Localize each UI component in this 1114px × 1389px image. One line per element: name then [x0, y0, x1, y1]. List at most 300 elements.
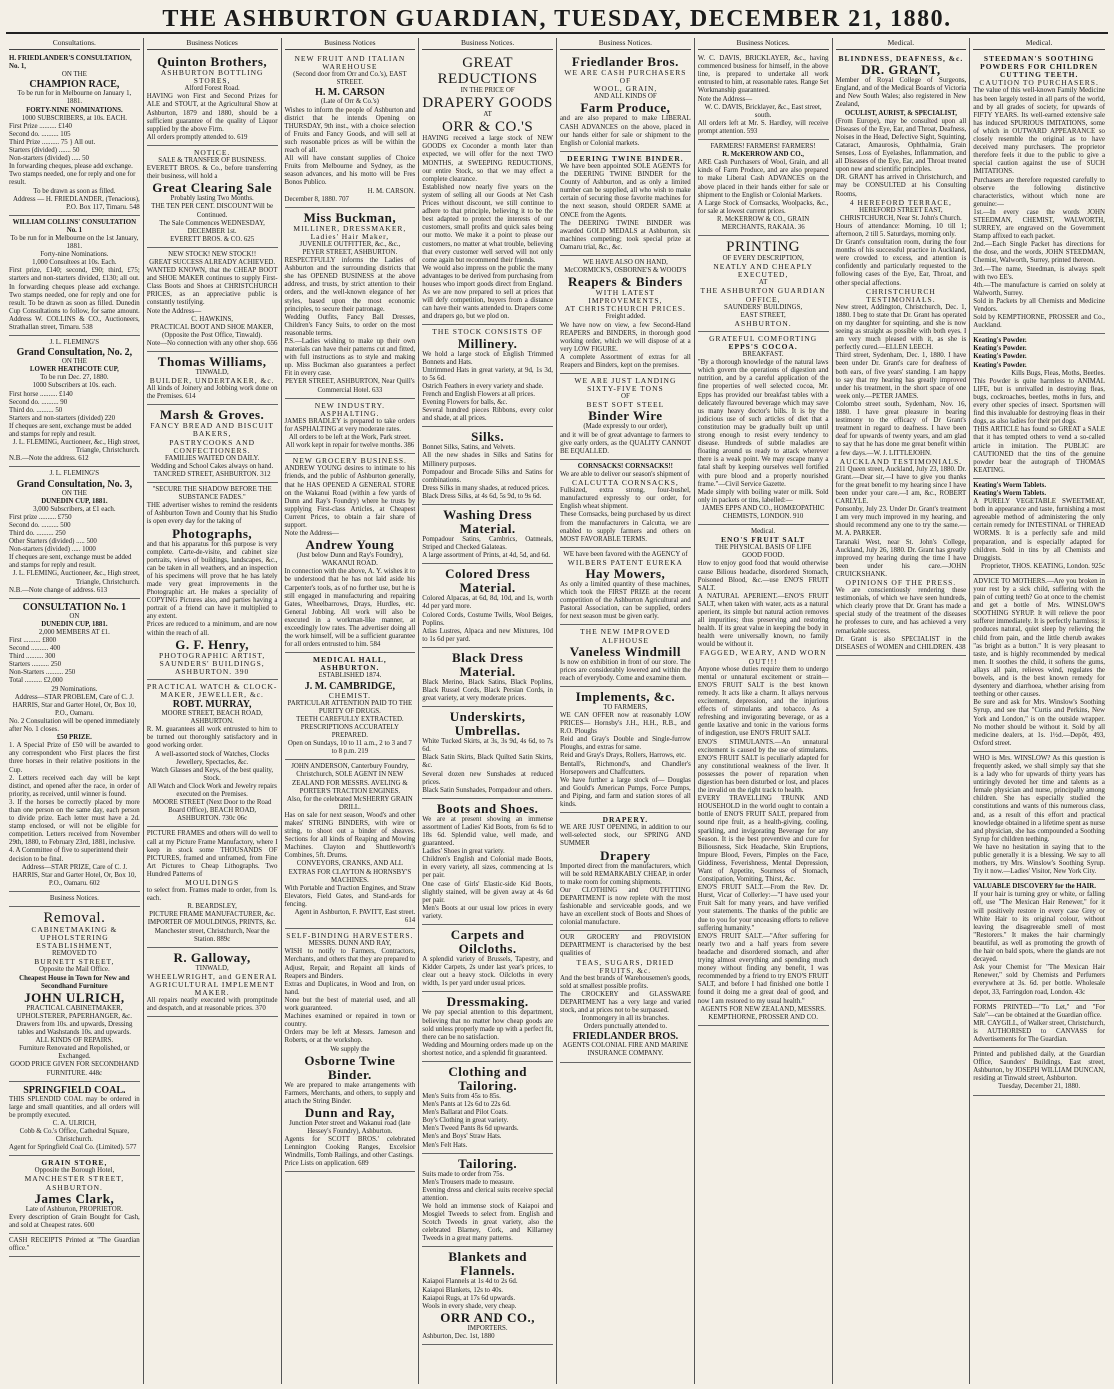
- ad-line: Dress Silks in many shades, at reduced prices.: [422, 484, 550, 492]
- ad-line: Black Dress Material.: [451, 649, 524, 679]
- ad-line: Carpets and Oilcloths.: [450, 927, 525, 957]
- ad-line: Reid and Gray's Drays, Rollers, Harrows, etc.: [560, 752, 687, 760]
- advertisement: [422, 325, 553, 427]
- ad-line: Has on sale for next season, Wood's and other makes' STRING BINDERS, with wire or string, to shoot out a binder of sheaves. Sections for all kinds of Reaping and Mowing Machines. Clayton and Shuttleworth's Combines, 5ft. Drums.: [284, 811, 416, 860]
- advertisement: [973, 52, 1105, 334]
- ad-line: Kaiapoi Flannels at 1s 4d to 2s 6d.: [422, 1278, 518, 1286]
- ad-line: Address—STAR PRIZE, Care of C. J. HARRIS, Star and Garter Hotel, Or, Box 10, P.O., Oamaru. 602: [12, 863, 137, 887]
- advertisement: [285, 929, 416, 1172]
- ad-line: Orders may be left at Messrs. Jameson and Roberts, or at the workshop.: [284, 1029, 416, 1045]
- ad-line: Colombo street south, Sydenham, Nov. 16, 1880. I have great pleasure in bearing testimony to the efficacy of Dr Grant's treatment in regard to deafness. I have been deaf for upwards of twenty years, and am glad to say that he has done me great benefit within a few days.—W. J. LITTLEJOHN.: [835, 400, 967, 457]
- ad-line: W. C. DAVIS, BRICKLAYER, &c., having commenced business for himself, in the above line, is prepared to undertake all work entrusted to him, at reasonable rates. Range Set Workmanship guaranteed.: [697, 55, 829, 95]
- ad-line: Underskirts, Umbrellas.: [449, 709, 526, 739]
- ad-line: Two stamps needed, one for reply and one for result.: [9, 171, 136, 187]
- ad-line: A well-assorted stock of Watches, Clocks Jewellery, Spectacles, &c.: [155, 750, 270, 766]
- ad-line: ROBT. MURRAY,: [172, 699, 252, 711]
- ad-line: One case of Girls' Elastic-side Kid Boots, slightly stained, will be given away at 4s 6d per pair.: [422, 880, 553, 904]
- ad-line: RESPECTFULLY informs the Ladies of Ashburton and the surrounding districts that she has OPENED BUSINESS at the above address, and trusts, by strict attention to their orders, and the well-known elegance of her styles, based upon the most economic principles, to secure their patronage.: [284, 257, 416, 313]
- ad-line: CASH RECEIPTS Printed at "The Guardian office.": [9, 1236, 140, 1252]
- ad-line: Opposite the Mail Office.: [39, 966, 110, 974]
- ad-line: Third street, Sydenham, Dec. 1, 1880. I have been under Dr. Grant's care for deafness of both ears, of five years' standing. I am happy to say that my hearing has greatly improved under his treatment, in the short space of one week only.—PETER JAMES.: [835, 352, 967, 400]
- ad-line: WE ARE CASH PURCHASERS OF: [564, 68, 687, 86]
- ad-line: JOHN ULRICH,: [24, 989, 125, 1005]
- ad-line: 211 Queen street, Auckland, July 23, 1880. Dr. Grant.—Dear sir,—I have to give you thanks for the great benefit to my hearing since I have been under your care.—I am, &c., ROBERT CARLYLE.: [835, 465, 967, 506]
- ad-line: All kinds of Joinery and Jobbing work done on the Premises. 614: [146, 385, 278, 401]
- newspaper-column: [557, 38, 695, 1384]
- ad-line: Men's Felt Hats.: [422, 1141, 468, 1149]
- ad-line: Kills Bugs, Fleas, Moths, Beetles.: [1011, 369, 1105, 377]
- ad-line: A complete Assortment of extras for all Reapers and Binders, kept on the premises.: [560, 353, 691, 369]
- ad-line: PICTURE FRAMES and others will do well to call at my Picture Frame Manufactory, where I keep in stock some THOUSANDS OF PICTURES, framed and unframed, from Fine Art Pictures to Cheap Lithographs. Two Hundred Patterns of: [146, 830, 278, 878]
- ad-line: and that his apparatus for this purpose is very complete. Carte-de-visite, and cabinet size portraits, views of buildings, landscapes, &c., can be taken in all weathers, and an inspection of his specimens will prove that he has lately made very great improvements in the Photographic art. He makes a speciality of COPYING Pictures also, and parties having a portrait of a friend can have it multiplied to any extent.: [146, 540, 278, 621]
- ad-line: JOHN ANDERSON, Canterbury Foundry, Christchurch, SOLE AGENT IN NEW ZEALAND FOR MESSRS. AVELING & PORTER'S TRACTION ENGINES.: [291, 763, 409, 795]
- ad-line: First Prize .......... £140: [9, 122, 72, 130]
- ad-line: Tuesday, December 21, 1880.: [998, 1083, 1081, 1091]
- newspaper-column: [970, 38, 1108, 1384]
- ad-line: Andrew Young: [305, 537, 395, 553]
- ad-line: CHAMPION RACE,: [29, 79, 120, 91]
- ad-line: Dr. Grant is also SPECIALIST in the DISEASES of WOMEN and CHILDREN. 438: [835, 635, 967, 651]
- ad-line: None but the best of material used, and all work guaranteed.: [284, 996, 416, 1013]
- advertisement: [836, 52, 967, 656]
- ad-line: MR. CAYGILL, of Walker street, Christchurch, is AUTHORISED to CANVASS for Advertisements for The Guardian.: [973, 1019, 1105, 1043]
- ad-line: WITH LATEST IMPROVEMENTS,: [588, 288, 663, 306]
- ad-line: Second do. .......... 105: [9, 130, 71, 138]
- ad-line: Second do. .......... 500: [9, 521, 71, 529]
- ad-line: Cheapest House in Town for New and Secondhand Furniture: [19, 974, 130, 990]
- newspaper-column: [282, 38, 420, 1384]
- ad-line: ESTABLISHED 1874.: [318, 672, 382, 680]
- ad-line: Made simply with boiling water or milk. Sold only in packets or tins, labelled:—: [697, 488, 829, 504]
- ad-line: Untrimmed Hats in great variety, at 9d, 1s 3d, to 5s 6d.: [422, 366, 553, 382]
- ad-line: All orders to be left at the Work, Park street.: [288, 434, 411, 442]
- ad-line: IMPORTERS.: [467, 1324, 508, 1332]
- advertisement: [698, 236, 829, 332]
- ad-line: DR. GRANT has arrived in Christchurch, and may be CONSULTED at his Consulting Rooms,: [835, 174, 967, 198]
- newspaper-column: [6, 38, 144, 1384]
- ad-line: Price Lists on application. 689: [284, 1160, 369, 1168]
- ad-line: Member of Royal College of Surgeons, England, and of the Medical Boards of Victoria and New South Wales; also registered in New Zealand,: [835, 77, 967, 109]
- advertisement: [973, 334, 1105, 479]
- ad-line: A NATURAL APERIENT.—ENO'S FRUIT SALT, when taken with water, acts as a natural aperient, its simple but natural action removes all impurities; thus preserving and restoring health. If its great value in keeping the body in health were universally known, no family would be without it.: [697, 592, 829, 649]
- ad-line: Is now on exhibition in front of our store. The prices are considerably lowered and within the reach of everybody. Come and examine them.: [560, 658, 691, 682]
- ad-line: 1000 SUBSCRIBERS, at 10s. EACH.: [21, 114, 127, 122]
- ad-line: Wools in every shade, very cheap.: [422, 1302, 517, 1310]
- advertisement: [422, 799, 553, 925]
- advertisement: [147, 52, 278, 146]
- ad-line: J. M. CAMBRIDGE,: [304, 680, 396, 692]
- ad-line: The Sale Commences WEDNESDAY, DECEMBER 1st.: [159, 219, 265, 235]
- ad-line: Business Notices.: [49, 894, 99, 902]
- ad-line: All work kept in repair for twelve months. 386: [285, 442, 415, 450]
- ad-line: C. HAWKINS,: [191, 315, 233, 323]
- ad-line: R. McKERROW AND CO.,: [722, 151, 805, 159]
- advertisement: [147, 483, 278, 680]
- ad-line: ENO'S FRUIT SALT.—From the Rev. Dr. Hurst, Vicar of Collerley:—"I have used your Fruit Salt for many years, and have verified your statements. The thanks of the public are due to you for your unceasing efforts to relieve suffering humanity.": [697, 884, 829, 932]
- ad-line: PRESCRIPTIONS ACCURATELY PREPARED.: [300, 723, 400, 740]
- ad-line: FRIEDLANDER BROS.: [572, 1031, 679, 1043]
- ad-line: Implements, &c.: [575, 688, 676, 704]
- ad-line: All orders left at Mr. S. Hardley, will receive prompt attention. 593: [697, 119, 829, 135]
- ad-line: JUVENILE OUTFITTER, &c., &c.,: [299, 240, 401, 248]
- ad-line: Total .......... £2,000: [9, 677, 63, 685]
- ad-line: A large assortment of Prints, at 4d, 5d, and 6d.: [422, 552, 551, 560]
- ad-line: PASTRYCOOKS AND CONFECTIONERS.: [169, 437, 256, 455]
- ad-line: J. L. FLEMING, Auctioneer, &c., High street, Triangle, Christchurch.: [12, 570, 140, 586]
- ad-line: ENO'S FRUIT SALT.—"After suffering for nearly two and a half years from severe headache and disordered stomach, and after trying almost everything and spending much money without finding any benefit, I was recommended by a friend to try ENO'S FRUIT SALT, and before I had finished one bottle I found it doing me a great deal of good, and now I am restored to my usual health.": [697, 932, 829, 1005]
- advertisement: [285, 653, 416, 760]
- ad-line: Probably lasting Two Months.: [170, 195, 254, 203]
- ad-line: SAUNDERS' BUILDINGS,: [724, 303, 803, 311]
- ad-line: Keating's Worm Tablets.: [973, 481, 1047, 489]
- ad-line: WE have been favored with the AGENCY of: [563, 550, 688, 558]
- advertisement: [285, 208, 416, 399]
- ad-line: Note the Address—: [146, 307, 202, 315]
- ad-line: PRINTING: [726, 239, 801, 256]
- ad-line: R. BEARDSLEY,: [187, 903, 237, 911]
- ad-line: Alford Forest Road.: [184, 85, 240, 93]
- ad-line: We have been appointed SOLE AGENTS for the DEERING TWINE BINDER for the County of Ashburton, and as only a limited number can be supplied, all who wish to make certain of securing those favorite machines for the next season, should ORDER SAME at ONCE from the Agents.: [560, 162, 691, 219]
- ad-line: Quinton Brothers,: [157, 54, 268, 70]
- advertisement: [973, 479, 1105, 575]
- ad-line: NEW GROCERY BUSINESS.: [292, 456, 407, 466]
- ad-line: TINWALD,: [195, 369, 229, 376]
- advertisement: [973, 752, 1105, 880]
- ad-line: We would also impress on the public the many advantages to be derived from purchasing from houses who import goods direct from England. As we are now prepared to sell at prices that will defy competition, buyers from a distance can have their wants attended to. Drapers come and drapers go, but we plod on.: [422, 264, 553, 321]
- ad-line: Address — H. FRIEDLANDER, (Tenacious), P.O. Box 117, Timaru. 548: [12, 195, 140, 211]
- advertisement: [147, 948, 278, 1018]
- ad-line: OCULIST, AURIST, & SPECIALIST,: [844, 109, 957, 117]
- advertisement: [9, 1082, 140, 1157]
- ad-line: Keating's Worm Tablets.: [973, 489, 1047, 497]
- ad-line: PRACTICAL BOOT AND SHOE MAKER, (Opposite the Post Office, Tinwald).: [150, 323, 274, 339]
- ad-line: BLINDNESS, DEAFNESS, &c.: [838, 54, 964, 64]
- ad-line: Wedding Outfits, Fancy Ball Dresses, Children's Fancy Suits, to order on the most reasonable terms.: [284, 313, 416, 337]
- ad-line: Late of Ashburton, PROPRIETOR.: [25, 1205, 124, 1213]
- advertisement: [560, 52, 691, 152]
- ad-line: EVERY TRAVELLING TRUNK AND HOUSEHOLD in the world ought to contain a bottle of ENO'S FRUIT SALT, prepared from sound ripe fruit, as a health-giving, cooling, sparkling, and invigorating Beverage for any Season. It is the best preventive and cure for Biliousness, Sick Headache, Skin Eruptions, Impure Blood, Fevers, Pimples on the Face, Giddiness, Feverishness, Mental Depression, Want of Appetite, Sourness of Stomach, Constipation, Vomiting, Thirst, &c.: [697, 795, 829, 884]
- ad-line: (Late of Orr & Co.'s): [320, 98, 379, 106]
- ad-line: 3. If the horses be correctly placed by more than one person on the same day, each person to divide prize. Each letter must have a 2d. stamp enclosed, or will not be eligible for competition. Letters received from November 29th, 1880, to February 23rd, 1881, inclusive.: [9, 798, 140, 847]
- ad-line: WE ARE JUST LANDING SIXTY-FIVE TONS: [574, 376, 677, 394]
- advertisement: [560, 374, 691, 460]
- ad-line: NOTICE.: [193, 147, 231, 157]
- column-header: Medical.: [973, 38, 1105, 50]
- ad-line: Second do. .......... 90: [9, 398, 68, 406]
- ad-line: First horse .......... £140: [9, 390, 73, 398]
- ad-line: Junction Peter street and Wakanui road (late Hessey's Foundry), Ashburton.: [289, 1119, 411, 1135]
- ad-line: AT: [483, 111, 492, 119]
- ad-line: Reapers & Binders: [568, 274, 683, 290]
- ad-line: Freight added.: [605, 313, 646, 321]
- ad-line: WHO is Mrs. WINSLOW? As this question is frequently asked, we shall simply say that she is a lady who for upwards of thirty years has untiringly devoted her time and talents as a female physician and nurse, principally among children. She has especially studied the constitutions and wants of this numerous class, and, as a result of this effort and practical knowledge obtained in a lifetime spent as nurse and physician, she has compounded a Soothing Syrup for children teething.: [973, 754, 1105, 843]
- advertisement: [698, 332, 829, 525]
- ad-line: (From Europe), may be consulted upon all Diseases of the Eye, Ear, and Throat, Deafness, Noises in the Head, Defective Sight, Squinting, Cataract, Amaurosis, Ophthalmia, Grain Senses, Loss of Eyelashes, Inflammation, and all Diseases of the Eye, Ear, and Throat treated upon new and scientific principles.: [835, 117, 967, 174]
- ad-line: THE STOCK CONSISTS OF: [432, 327, 543, 337]
- ad-line: IMPORTER OF MOULDINGS, PRINTS, &c. Manchester street, Christchurch, Near the Station. 889c: [147, 919, 277, 943]
- advertisement: [9, 907, 140, 1082]
- ad-line: PHOTOGRAPHIC ARTIST, SAUNDERS' BUILDINGS, ASHBURTON. 390: [158, 650, 266, 676]
- ad-line: FORTY-NINE NOMINATIONS.: [26, 106, 123, 114]
- ad-line: Third .......... 300: [9, 653, 56, 661]
- advertisement: [560, 931, 691, 1062]
- ad-line: THIS SPLENDID COAL may be ordered in large and small quantities, and all orders will be promptly executed.: [9, 1095, 140, 1119]
- ad-line: Binder Wire: [588, 408, 663, 424]
- ad-line: 1. A Special Prize of £50 will be awarded to any correspondent who First places the first three horses in their relative positions in the Cup.: [9, 742, 140, 774]
- ad-line: Kaiapoi Rugs, at 17s 6d upwards.: [422, 1294, 516, 1302]
- ad-line: R. Galloway,: [173, 949, 251, 965]
- ad-line: AT: [758, 279, 768, 287]
- ad-line: Removal.: [43, 910, 106, 926]
- masthead-rule: [6, 32, 1108, 34]
- ad-line: A Large Stock of Cornsacks, Woolpacks, &c., for sale at lowest current prices.: [697, 199, 829, 215]
- ad-line: Evening dress and clerical suits receive special attention.: [422, 1186, 553, 1202]
- ad-line: BUILDER, UNDERTAKER, &c.: [149, 376, 275, 386]
- ad-line: Non-starters (divided) ..... 50: [9, 155, 89, 163]
- ad-line: ORR AND CO.,: [440, 1309, 536, 1325]
- ad-line: Hours of attendance: Morning, 10 till 1; afternoon, 2 till 5. Saturdays, morning only.: [835, 222, 967, 238]
- ad-line: THIS ARTICLE has found so GREAT a SALE that it has tempted others to vend a so-called article in imitation. The PUBLIC are CAUTIONED that the tins of the genuine powder bear the autograph of THOMAS KEATING.: [973, 426, 1105, 474]
- ad-line: Dunn and Ray,: [304, 1104, 395, 1120]
- ad-line: Black Satin Sunshades, Pompadour and others.: [422, 786, 553, 794]
- ad-line: New street, Addington, Christchurch, Dec. 1, 1880. I beg to state that Dr. Grant has operated on my daughter for squinting, and she is now seeing as straight as possible with both eyes. I am very much pleased with it, as she is perfectly cured.—ELLEN LEECH.: [835, 303, 967, 352]
- ad-line: ASHBURTON.: [734, 318, 792, 328]
- ad-line: PRACTICAL CABINETMAKER, UPHOLSTERER, PAPERHANGER, &c.: [16, 1004, 132, 1020]
- ad-line: AGENTS COLONIAL FIRE AND MARINE INSURANCE COMPANY.: [562, 1042, 689, 1058]
- ad-line: Colored Dress Material.: [445, 566, 531, 596]
- ad-line: To be drawn as soon as filled.: [33, 187, 116, 195]
- ad-line: CORNSACKS! CORNSACKS!!: [577, 462, 673, 470]
- ad-line: Colored Alpacas, at 6d, 8d, 10d, and 1s, worth 4d per yard more.: [422, 595, 553, 611]
- ad-line: GREAT REDUCTIONS: [437, 55, 538, 88]
- ad-line: JAMES BRADLEY is prepared to take orders for ASPHALTING at very moderate rates.: [284, 417, 416, 433]
- ad-line: Atlas Lustres, Alpaca and new Mixtures, 10d to 1s 6d per yard.: [422, 627, 553, 643]
- ad-line: MESSRS. DUNN AND RAY,: [308, 940, 392, 948]
- ad-line: Hay Mowers,: [585, 565, 666, 581]
- ad-line: W. C. DAVIS, Bricklayer, &c., East street, south.: [704, 103, 822, 119]
- ad-line: Blankets and Flannels.: [448, 1249, 527, 1279]
- ad-line: As only a limited quantity of these machines, which took the FIRST PRIZE at the recent competition of the Ashburton Agricultural and Pastoral Association, can be supplied, orders for next season must be given early.: [560, 580, 691, 621]
- ad-line: If cheques are sent, exchange must be added and stamps for reply and result.: [9, 554, 132, 570]
- ad-line: Children's English and Colonial made Boots, in every variety, all sizes, commencing at 1s per pair.: [422, 856, 553, 880]
- advertisement: [147, 827, 278, 947]
- ad-line: £50 PRIZE.: [56, 734, 92, 742]
- ad-line: We pay special attention to this department, believing that no matter how cheap goods are sold unless properly made up with a perfect fit, there can be no satisfaction.: [422, 1009, 553, 1041]
- ad-line: MILLINER, DRESSMAKER, Ladies' Hair Maker,: [293, 223, 407, 241]
- advertisement: [973, 1048, 1105, 1095]
- ad-line: We have now on view, a few Second-Hand REAPERS and BINDERS, in thorough good working order, which we will dispose of at a very LOW FIGURE.: [560, 321, 691, 353]
- ad-line: FAGGED, WEARY, AND WORN OUT!!!: [699, 648, 827, 666]
- ad-line: Sold in Packets by all Chemists and Medicine Vendors.: [973, 297, 1105, 313]
- ad-line: Kaiapoi Blankets, 12s to 40s.: [422, 1286, 504, 1294]
- ad-line: We hold an immense stock of Kaiapoi and Mosgiel Tweeds to select from. English and Scotch Tweeds in great variety, also the celebrated Blarney, Cork, and Killarney Tweeds in a great many patterns.: [422, 1203, 553, 1243]
- ad-line: VALUABLE DISCOVERY for the HAIR.: [973, 883, 1096, 891]
- ad-line: THE PHYSICAL BASIS OF LIFE: [714, 544, 812, 552]
- ad-line: Thomas Williams,: [157, 354, 267, 369]
- ad-line: Ask your Chemist for "The Mexican Hair Renewer," sold by Chemists and Perfumers everywhere at 3s. 6d. per bottle. Wholesale depot, 33, Farringdon road, London. 43c: [973, 964, 1105, 996]
- ad-line: AUCKLAND TESTIMONIALS.: [839, 456, 963, 466]
- advertisement: [560, 256, 691, 374]
- ad-line: Cobb & Co.'s Office, Cathedral Square, Christchurch.: [19, 1127, 130, 1144]
- ad-line: This Powder is quite harmless to ANIMAL LIFE, but is unrivalled in destroying fleas, bugs, cockroaches, beetles, moths in furs, and every other species of insect. Sportsmen will find this invaluable for destroying fleas in their dogs, as also ladies for their pet dogs.: [973, 377, 1105, 426]
- advertisement: [422, 992, 553, 1062]
- ad-line: Dr Grant's consultation room, during the four months of his successful practice in Auckland, were crowded to excess, and attention is confidently and particularly requested to the following cases of the Eye, Ear, Throat, and other special affections.: [835, 239, 967, 287]
- advertisement: [9, 599, 140, 892]
- ad-line: Black Dress Silks, at 4s 6d, 5s 9d, to 9s 6d.: [422, 492, 542, 500]
- ad-line: SELF-BINDING HARVESTERS.: [286, 931, 414, 941]
- ad-line: WE CAN OFFER now at reasonably LOW PRICES— Hornsby's J.H., H.H., R.B., and R.O. Ploughs: [560, 712, 691, 736]
- ad-line: GREAT SUCCESS ALREADY ACHIEVED.: [149, 258, 276, 266]
- ad-line: THE ASHBURTON GUARDIAN OFFICE,: [700, 286, 826, 304]
- ad-line: We hold a large stock of English Trimmed Bonnets and Hats.: [422, 350, 553, 366]
- ad-line: First prize, £140; second, £90; third, £75; starters and non-starters divided, £130; all out. In forwarding cheques please add exchange. Two stamps needed, one for reply and one for result. To be drawn as soon as filled. Dunedin Cup Consultations to follow, for same amount. Address W. COLLINS & CO., Auctioneers, Strathallan street, Timaru. 538: [9, 267, 140, 331]
- ad-line: OUR GROCERY and PROVISION DEPARTMENT is characterised by the best qualities of: [560, 934, 691, 958]
- ad-line: 4. A Committee of five to superintend their decision to be final.: [9, 847, 128, 863]
- ad-line: OPINIONS OF THE PRESS.: [845, 578, 957, 587]
- ad-line: Address—STAR PROBLEM, Care of C. J. HARRIS, Star and Garter Hotel, Or, Box 10, P.O., Oamaru.: [12, 693, 137, 717]
- ad-line: to select from. Frames made to order, from 1s. each.: [146, 887, 278, 903]
- ad-line: Wedding and School Cakes always on hand.: [151, 462, 274, 470]
- advertisement: [560, 152, 691, 256]
- ad-line: ENO'S FRUIT SALT: [720, 535, 806, 545]
- ad-line: H. FRIEDLANDER'S CONSULTATION, No. 1,: [9, 55, 132, 71]
- ad-line: Open on Sundays, 10 to 11 a.m., 2 to 3 and 7 to 8 p.m. 219: [287, 740, 412, 756]
- ad-line: Keating's Powder.: [973, 361, 1027, 369]
- ad-line: STEEDMAN'S SOOTHING POWDERS FOR CHILDREN CUTTING TEETH.: [980, 54, 1099, 80]
- ad-line: (Made expressly to our order),: [583, 423, 668, 431]
- ad-line: PRACTICAL WATCH & CLOCK-MAKER, JEWELLER, &c.: [146, 681, 278, 699]
- ad-line: The value of this well-known Family Medicine has been largely tested in all parts of the world, and by all grades of society, for upwards of FIFTY YEARS. Its well-earned extensive sale has induced SPURIOUS IMITATIONS, some of which in OUTWARD APPEARANCE so closely resemble the original as to have deceived many purchasers. The proprietor therefore feels it due to the public to give a special caution against the use of SUCH IMITATIONS.: [973, 87, 1105, 176]
- ad-line: Non-Starters .......... 250: [9, 669, 76, 677]
- ad-line: J. L. FLEMING'S: [49, 470, 100, 478]
- advertisement: [422, 707, 553, 799]
- ad-line: ANDREW YOUNG desires to intimate to his friends, and the public of Ashburton generally, that he HAS OPENED A GENERAL STORE on the Wakanui Road (within a few yards of Dunn and Ray's Foundry) where he trusts by supplying First-class Articles, at Cheapest Current Prices, to obtain a fair share of support.: [284, 465, 416, 529]
- ad-line: Imported direct from the manufacturers, which will be sold REMARKABLY CHEAP, in order to make room for coming shipments.: [560, 862, 691, 886]
- ad-line: Ironmongery in all its branches.: [581, 1015, 670, 1023]
- ad-line: BURNETT STREET,: [34, 957, 115, 967]
- advertisement: [147, 146, 278, 248]
- advertisement: [422, 648, 553, 707]
- advertisement: [560, 813, 691, 931]
- ad-line: Medical.: [750, 528, 776, 536]
- newspaper-column: [144, 38, 282, 1384]
- ad-line: WISH to notify to Farmers, Contractors, Merchants, and others that they are prepared to Adjust, Repair, and Repaint all kinds of Reapers and Binders.: [284, 948, 416, 980]
- ad-line: 2nd.—Each Single Packet has directions for the dose, and the words, JOHN STEEDMAN, Chemist, Walworth, Surrey, printed thereon.: [973, 241, 1105, 265]
- ad-line: Men's Tweed Pants 8s 6d upwards.: [422, 1125, 519, 1133]
- ad-line: ALL KINDS OF REPAIRS.: [35, 1037, 114, 1045]
- ad-line: Agent for Springfield Coal Co. (Limited). 577: [9, 1144, 137, 1152]
- ad-line: TANCRED STREET, ASHBURTON. 312: [153, 470, 271, 478]
- advertisement: [9, 1234, 140, 1257]
- masthead: [0, 0, 1114, 36]
- ad-line: Note—No connection with any other shop. 656: [146, 339, 278, 347]
- ad-line: WILLIAM COLLINS' CONSULTATION No. 1: [12, 218, 137, 234]
- ad-line: THE advertiser wishes to remind the residents of Ashburton Town and County that his Studio is open every day for the taking of: [146, 502, 278, 526]
- ad-line: Keating's Powder.: [973, 353, 1027, 361]
- newspaper-column: [419, 38, 557, 1384]
- ad-line: AGENTS FOR NEW ZEALAND, MESSRS. KEMPTHORNE, PROSSER AND CO.: [700, 1005, 826, 1021]
- ad-line: N.B.—Note the address. 612: [9, 455, 89, 463]
- advertisement: [422, 52, 553, 325]
- ad-line: Proprietor, THOS. KEATING, London. 925c: [981, 562, 1105, 570]
- ad-line: GOOD PRICE GIVEN FOR SECONDHAND FURNITURE. 448c: [10, 1061, 139, 1077]
- ad-line: Men's Pants at 12s 6d to 22s 6d.: [422, 1101, 511, 1109]
- ad-line: EVERETT BROS. & CO. 625: [170, 235, 255, 243]
- newspaper-column: [833, 38, 971, 1384]
- ad-line: BREAKFAST.: [742, 351, 784, 359]
- ad-line: Several hundred pieces Ribbons, every color and shade, at all prices.: [422, 407, 553, 423]
- ad-line: Ladies' Shoes in great variety.: [422, 848, 505, 856]
- ad-line: SALE & TRANSFER OF BUSINESS.: [158, 157, 266, 165]
- ad-line: We supply the: [330, 1045, 370, 1053]
- ad-line: NEATLY AND CHEAPLY EXECUTED,: [713, 262, 813, 280]
- column-header: Business Notices.: [560, 38, 691, 50]
- ad-line: Boots and Shoes.: [436, 800, 539, 816]
- ad-line: Friedlander Bros.: [571, 54, 679, 70]
- ad-line: FANCY BREAD AND BISCUIT BAKERS,: [150, 421, 274, 439]
- advertisement: [698, 140, 829, 236]
- ad-line: Men's Trousers made to measure.: [422, 1178, 515, 1186]
- ad-line: ENO'S STIMULANTS.—An unnatural excitement is caused by the use of stimulants. ENO'S FRUIT SALT is peculiarly adapted for any constitutional weakness of the liver. It possesses the power of reparation when digestion has been disturbed or lost, and places the invalid on the right track to health.: [697, 738, 829, 795]
- ad-line: Marsh & Groves.: [159, 407, 265, 423]
- advertisement: [973, 880, 1105, 1000]
- ad-line: J. L. FLEMING'S: [49, 339, 100, 347]
- advertisement: [422, 1247, 553, 1345]
- ad-line: JAMES EPPS AND CO., HOMŒOPATHIC CHEMISTS, LONDON. 910: [701, 504, 825, 520]
- ad-line: Drapery: [600, 847, 651, 863]
- ad-line: THE NEW IMPROVED ALFHOUSE: [580, 627, 671, 645]
- ad-line: Washing Dress Material.: [443, 507, 533, 537]
- ad-line: WOOL, GRAIN,: [593, 84, 658, 94]
- column-header: Business Notices: [285, 38, 416, 50]
- ad-line: 1,000 Consultees at 10s. Each.: [32, 259, 117, 267]
- ad-line: Wedding and Mourning orders made up on the shortest notice, and a splendid fit guaranteed.: [422, 1041, 553, 1057]
- ad-line: WILBERS PATENT EUREKA: [567, 557, 683, 567]
- ad-line: Forty-nine Nominations.: [40, 251, 109, 259]
- ad-line: These Cornsacks, being purchased by us direct from the manufacturers in Calcutta, we are enabled to supply farmers and others on MOST FAVORABLE TERMS.: [560, 511, 691, 543]
- ad-line: To be run for in Melbourne on January 1, 1881.: [17, 90, 132, 106]
- ad-line: (Just below Dunn and Ray's Foundry), WAKANUI ROAD.: [296, 552, 403, 568]
- ad-line: We are able to deliver our season's shipment of: [560, 470, 690, 478]
- ad-line: DRAPERY.: [602, 815, 649, 825]
- ad-line: A splendid variety of Brussels, Tapestry, and Kidder Carpets, 2s under last year's prices, to clear out a heavy stock. Oilcloths in every width, 1s per yard under usual prices.: [422, 956, 553, 988]
- ad-line: TEETH CAREFULLY EXTRACTED.: [296, 715, 404, 723]
- ad-line: We are conscientiously rendering these testimonials, of which we have seen hundreds, which clearly prove that Dr. Grant has made a special study of the treatment of the diseases he professes to cure, and has achieved a very remarkable success.: [835, 587, 967, 635]
- ad-line: Ostrich Feathers in every variety and shade.: [422, 382, 544, 390]
- ad-line: ON THE: [61, 71, 87, 79]
- ad-line: Farm Produce,: [580, 100, 671, 116]
- ad-line: Furniture Renovated and Repolished, or Exchanged.: [19, 1045, 130, 1061]
- ad-line: CHEMIST.: [328, 690, 371, 700]
- ad-line: GOOD FOOD.: [742, 552, 785, 560]
- ad-line: Vaneless Windmill: [569, 643, 681, 659]
- advertisement: [147, 248, 278, 352]
- ad-line: PEYER STREET, ASHBURTON, Near Quill's Commercial Hotel. 633: [285, 378, 415, 394]
- ad-line: Grand Consultation, No. 3,: [16, 478, 133, 490]
- advertisement: [285, 399, 416, 455]
- ad-line: Bonnet Silks, Satins, and Velvets.: [422, 444, 515, 452]
- ad-line: PICTURE FRAME MANUFACTURER, &c.: [149, 911, 276, 919]
- ad-line: and are also prepared to make LIBERAL CASH ADVANCES on the above, placed in our hands either for sale or shipment to the English or Colonial markets.: [560, 115, 691, 147]
- ad-line: and it will be of great advantage to farmers to give early orders, as the QUALITY CANNOT BE EQUALLED.: [560, 431, 691, 455]
- ad-line: James Clark,: [34, 1190, 115, 1206]
- ad-line: MANCHESTER STREET, ASHBURTON.: [24, 1174, 125, 1192]
- ad-line: PEYER STREET, ASHBURTON.: [302, 248, 398, 256]
- advertisement: [973, 575, 1105, 752]
- ad-line: Suits made to order from 75s.: [422, 1170, 505, 1178]
- ad-line: Evening Flowers for balls, &c.: [422, 399, 508, 407]
- ad-line: EVERETT BROS. & Co., before transferring their business, will hold a: [146, 165, 278, 181]
